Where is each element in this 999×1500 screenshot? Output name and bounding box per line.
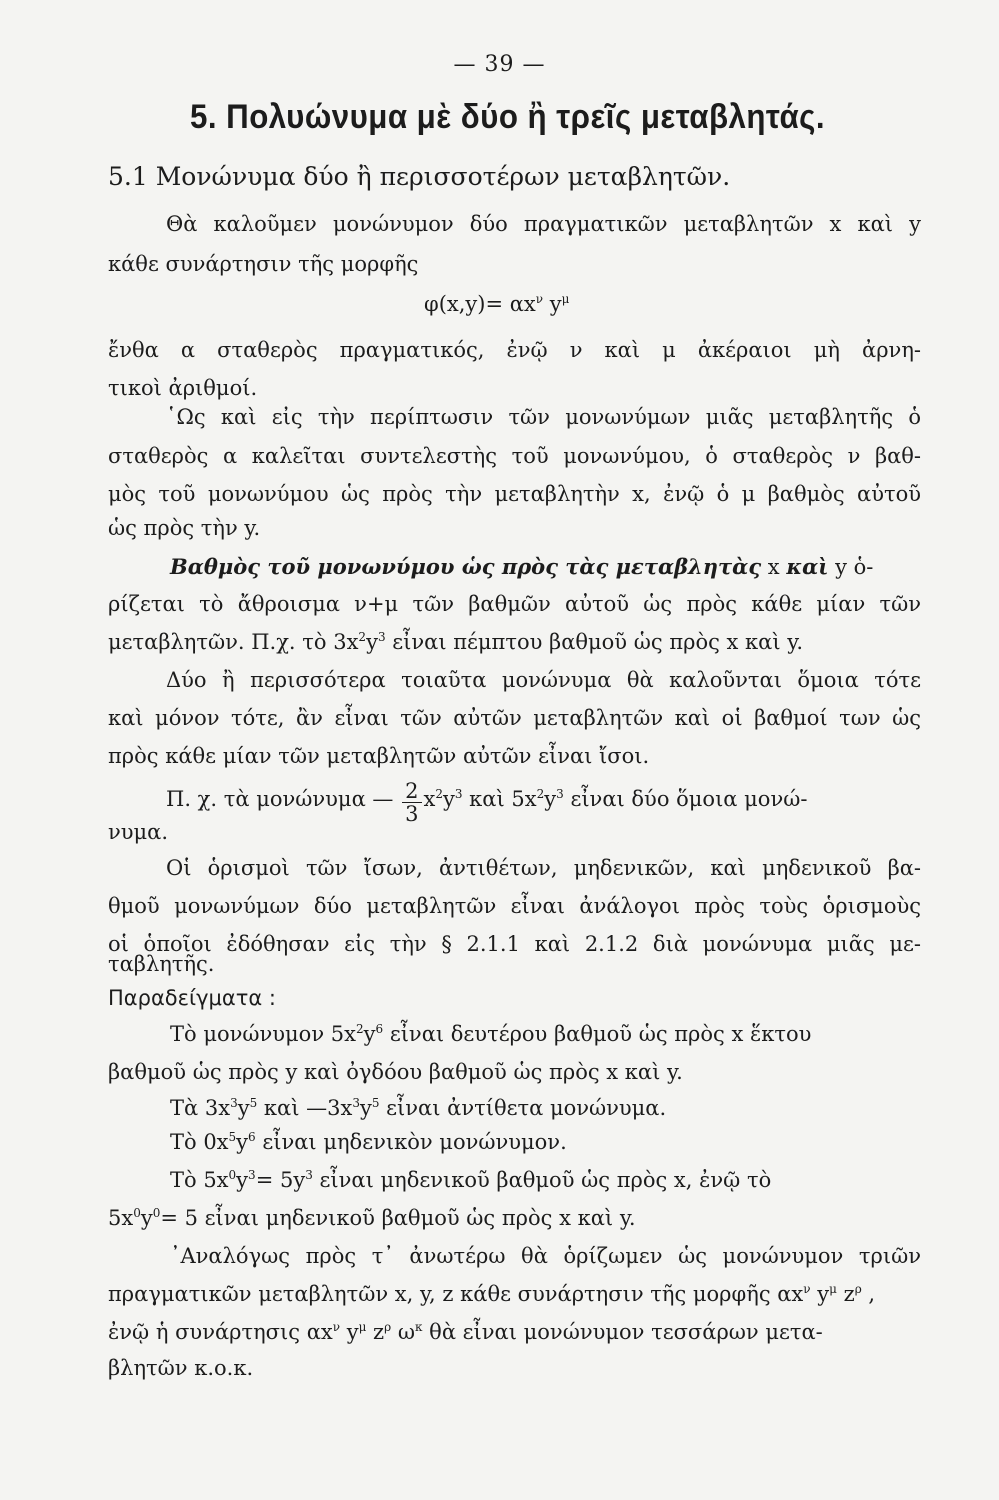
para1-line3: ἔνθα α σταθερὸς πραγματικός, ἐνῷ ν καὶ μ ἀκέραιοι μὴ ἀρνη- (108, 338, 921, 362)
para1-line4: τικοὶ ἀριθμοί. (108, 376, 258, 400)
para6-line2: θμοῦ μονωνύμων δύο μεταβλητῶν εἶναι ἀνάλογοι πρὸς τοὺς ὁρισμοὺς (108, 894, 921, 918)
para3-line1: Βαθμὸς τοῦ μονωνύμου ὡς πρὸς τὰς μεταβλητὰς x καὶ y ὁ- (170, 554, 874, 579)
para7-line1: ᾿Αναλόγως πρὸς τ᾿ ἀνωτέρω θὰ ὁρίζωμεν ὡς μονώνυμον τριῶν (170, 1244, 921, 1268)
example3-line: Τὸ $0x^5y^6$ εἶναι μηδενικὸν μονώνυμον. (170, 1130, 567, 1154)
para2-line2: σταθερὸς α καλεῖται συντελεστὴς τοῦ μονωνύμου, ὁ σταθερὸς ν βαθ- (108, 444, 921, 468)
example4-line2: $5x^0y^0= 5$ εἶναι μηδενικοῦ βαθμοῦ ὡς πρὸς x καὶ y. (108, 1206, 636, 1230)
example2-line: Τὰ $3x^3y^5$ καὶ $—3x^3y^5$ εἶναι ἀντίθετα μονώνυμα. (170, 1096, 667, 1120)
para6-line4: ταβλητῆς. (108, 952, 215, 976)
para6-line1: Οἱ ὁρισμοὶ τῶν ἴσων, ἀντιθέτων, μηδενικῶν, καὶ μηδενικοῦ βα- (166, 856, 921, 880)
fraction-two-thirds: $\frac{2}{3}$ (402, 780, 421, 825)
example1-line2: βαθμοῦ ὡς πρὸς y καὶ ὀγδόου βαθμοῦ ὡς πρὸς x καὶ y. (108, 1060, 683, 1084)
para7-line4: βλητῶν κ.ο.κ. (108, 1356, 254, 1380)
examples-heading: Παραδείγματα : (108, 986, 276, 1010)
page-number: — 39 — (453, 52, 546, 77)
example1-line1: Τὸ μονώνυμον $5x^2y^6$ εἶναι δευτέρου βαθμοῦ ὡς πρὸς x ἕκτου (170, 1022, 812, 1046)
para4-line2: καὶ μόνον τότε, ἂν εἶναι τῶν αὐτῶν μεταβλητῶν καὶ οἱ βαθμοί των ὡς (108, 706, 921, 730)
para5-line1: Π. χ. τὰ μονώνυμα — $\frac{2}{3}$ $x^2y^3$ καὶ $5x^2y^3$ εἶναι δύο ὅμοια μονώ- (166, 779, 808, 827)
para1-line2: κάθε συνάρτησιν τῆς μορφῆς (108, 252, 419, 276)
chapter-title: 5. Πολυώνυμα μὲ δύο ἢ τρεῖς μεταβλητάς. (190, 98, 826, 136)
para1-line1: Θὰ καλοῦμεν μονώνυμον δύο πραγματικῶν μεταβλητῶν x καὶ y (166, 212, 921, 236)
para4-line3: πρὸς κάθε μίαν τῶν μεταβλητῶν αὐτῶν εἶναι ἴσοι. (108, 744, 650, 768)
para2-line3: μὸς τοῦ μονωνύμου ὡς πρὸς τὴν μεταβλητὴν x, ἐνῷ ὁ μ βαθμὸς αὐτοῦ (108, 482, 921, 506)
example4-line1: Τὸ $5x^0y^3= 5y^3$ εἶναι μηδενικοῦ βαθμοῦ ὡς πρὸς x, ἐνῷ τὸ (170, 1168, 772, 1192)
para2-line1: ῾Ως καὶ εἰς τὴν περίπτωσιν τῶν μονωνύμων μιᾶς μεταβλητῆς ὁ (166, 405, 921, 429)
para7-line3: ἐνῷ ἡ συνάρτησις $\alpha x^\nu$ $y^\mu$ $z^\rho$ $\omega^\kappa$ θὰ εἶναι μονώνυμον τεσσάρων μετα- (108, 1320, 823, 1344)
para3-line3: μεταβλητῶν. Π.χ. τὸ $3x^2y^3$ εἶναι πέμπτου βαθμοῦ ὡς πρὸς x καὶ y. (108, 630, 804, 654)
para5-line2: νυμα. (108, 820, 169, 844)
formula-phi: $\varphi(x,y)= \alpha x^\nu$ $y^\mu$ (424, 292, 570, 316)
para6-line3: οἱ ὁποῖοι ἐδόθησαν εἰς τὴν § 2.1.1 καὶ 2.1.2 διὰ μονώνυμα μιᾶς με- (108, 932, 921, 956)
section-title: 5.1 Μονώνυμα δύο ἢ περισσοτέρων μεταβλητῶν. (108, 162, 731, 191)
para4-line1: Δύο ἢ περισσότερα τοιαῦτα μονώνυμα θὰ καλοῦνται ὅμοια τότε (166, 668, 921, 692)
para3-line2: ρίζεται τὸ ἄθροισμα ν+μ τῶν βαθμῶν αὐτοῦ ὡς πρὸς κάθε μίαν τῶν (108, 592, 921, 616)
para2-line4: ὡς πρὸς τὴν y. (108, 516, 261, 540)
para7-line2: πραγματικῶν μεταβλητῶν x, y, z κάθε συνάρτησιν τῆς μορφῆς $\alpha x^\nu$ $y^\mu$ $z^\rho$ , (108, 1282, 876, 1306)
